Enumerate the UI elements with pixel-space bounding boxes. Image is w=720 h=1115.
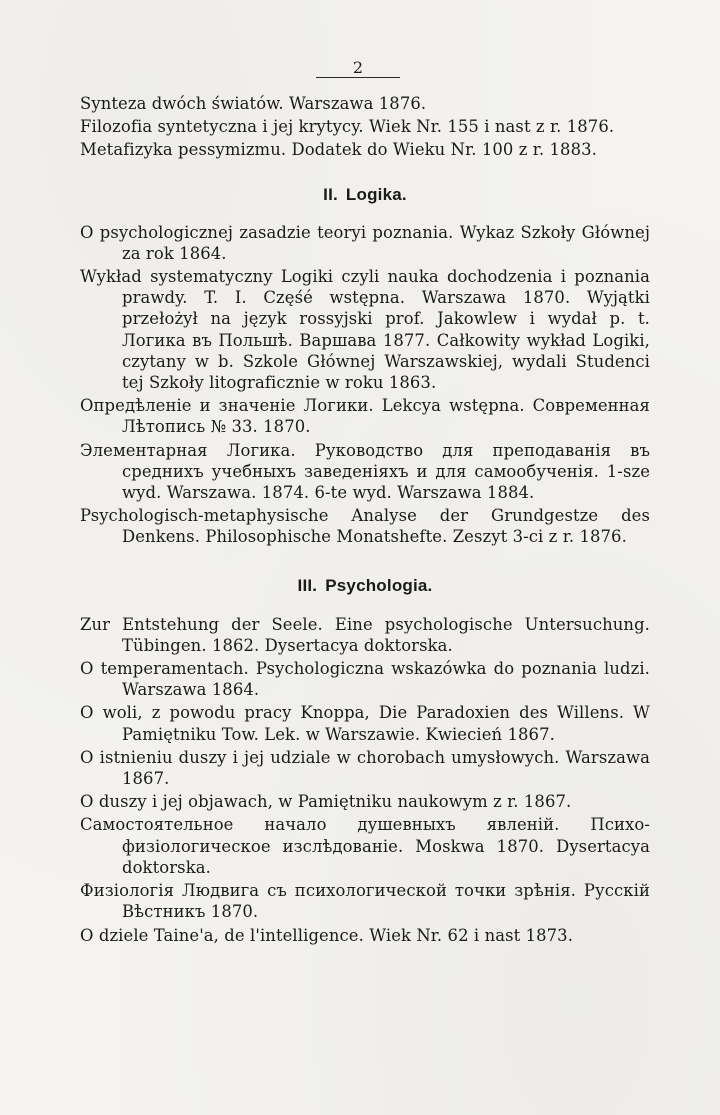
page-number: 2 bbox=[352, 58, 364, 77]
bibliography-entry: Физіологія Людвига съ психологической точки зрѣнія. Русскій Вѣстникъ 1870. bbox=[80, 881, 650, 922]
bibliography-entry: O woli, z powodu pracy Knoppa, Die Paradoxien des Willens. W Pamiętniku Tow. Lek. w Warszawie. Kwiecień 1867. bbox=[80, 703, 650, 744]
bibliography-entry: Zur Entstehung der Seele. Eine psychologische Untersuchung. Tübingen. 1862. Dysertacya doktorska. bbox=[80, 614, 650, 655]
section-numeral: III. bbox=[297, 575, 318, 595]
bibliography-entry: O temperamentach. Psychologiczna wskazówka do poznania ludzi. Warszawa 1864. bbox=[80, 659, 650, 700]
bibliography-entry: Filozofia syntetyczna i jej krytycy. Wiek Nr. 155 i nast z r. 1876. bbox=[80, 117, 615, 137]
section-heading bbox=[80, 185, 650, 205]
section-untitled bbox=[80, 93, 650, 161]
section-psychologia bbox=[80, 576, 650, 946]
bibliography-entry: O istnieniu duszy i jej udziale w chorobach umysłowych. Warszawa 1867. bbox=[80, 747, 650, 789]
section-title: Psychologia. bbox=[325, 575, 433, 595]
bibliography-body bbox=[80, 93, 650, 948]
bibliography-entry: Опредѣленіе и значеніе Логики. Lekcya wstępna. Современная Лѣтопись № 33. 1870. bbox=[80, 396, 650, 437]
bibliography-entry: O dziele Taine'a, de l'intelligence. Wiek Nr. 62 i nast 1873. bbox=[80, 925, 574, 945]
bibliography-entry: Wykład systematyczny Logiki czyli nauka dochodzenia i poznania prawdy. T. I. Częśé wstępna. Warszawa 1870. Wyjątki przełożył na język rossyjski prof. Jakowlew i wydał p. t. Логика въ Польшѣ. Варшава 1877. Całkowity wykład Logiki, czytany w b. Szkole Głównej Warszawskiej, wydali Studenci tej Szkoły litograficznie w roku 1863. bbox=[80, 267, 650, 393]
page-header bbox=[0, 58, 720, 77]
bibliography-entry: O psychologicznej zasadzie teoryi poznania. Wykaz Szkoły Głównej za rok 1864. bbox=[80, 222, 650, 263]
bibliography-entry: O duszy i jej objawach, w Pamiętniku naukowym z r. 1867. bbox=[80, 792, 572, 812]
section-logika bbox=[80, 185, 650, 548]
bibliography-entry: Элементарная Логика. Руководство для преподаванія въ среднихъ учебныхъ заведеніяхъ и для самообученія. 1-sze wyd. Warszawa. 1874. 6-te wyd. Warszawa 1884. bbox=[80, 440, 650, 503]
bibliography-entry: Самостоятельное начало душевныхъ явленій. Психо-физіологическое изслѣдованіе. Moskwa 1870. Dysertacya doktorska. bbox=[80, 815, 650, 877]
section-title: Logika. bbox=[345, 184, 407, 204]
header-rule bbox=[316, 77, 400, 78]
bibliography-entry: Metafizyka pessymizmu. Dodatek do Wieku Nr. 100 z r. 1883. bbox=[80, 140, 597, 160]
section-heading bbox=[80, 576, 650, 596]
bibliography-entry: Psychologisch-metaphysische Analyse der Grundgestze des Denkens. Philosophische Monatshefte. Zeszyt 3-ci z r. 1876. bbox=[80, 506, 650, 547]
section-numeral: II. bbox=[323, 184, 338, 204]
bibliography-entry: Synteza dwóch światów. Warszawa 1876. bbox=[80, 94, 427, 113]
